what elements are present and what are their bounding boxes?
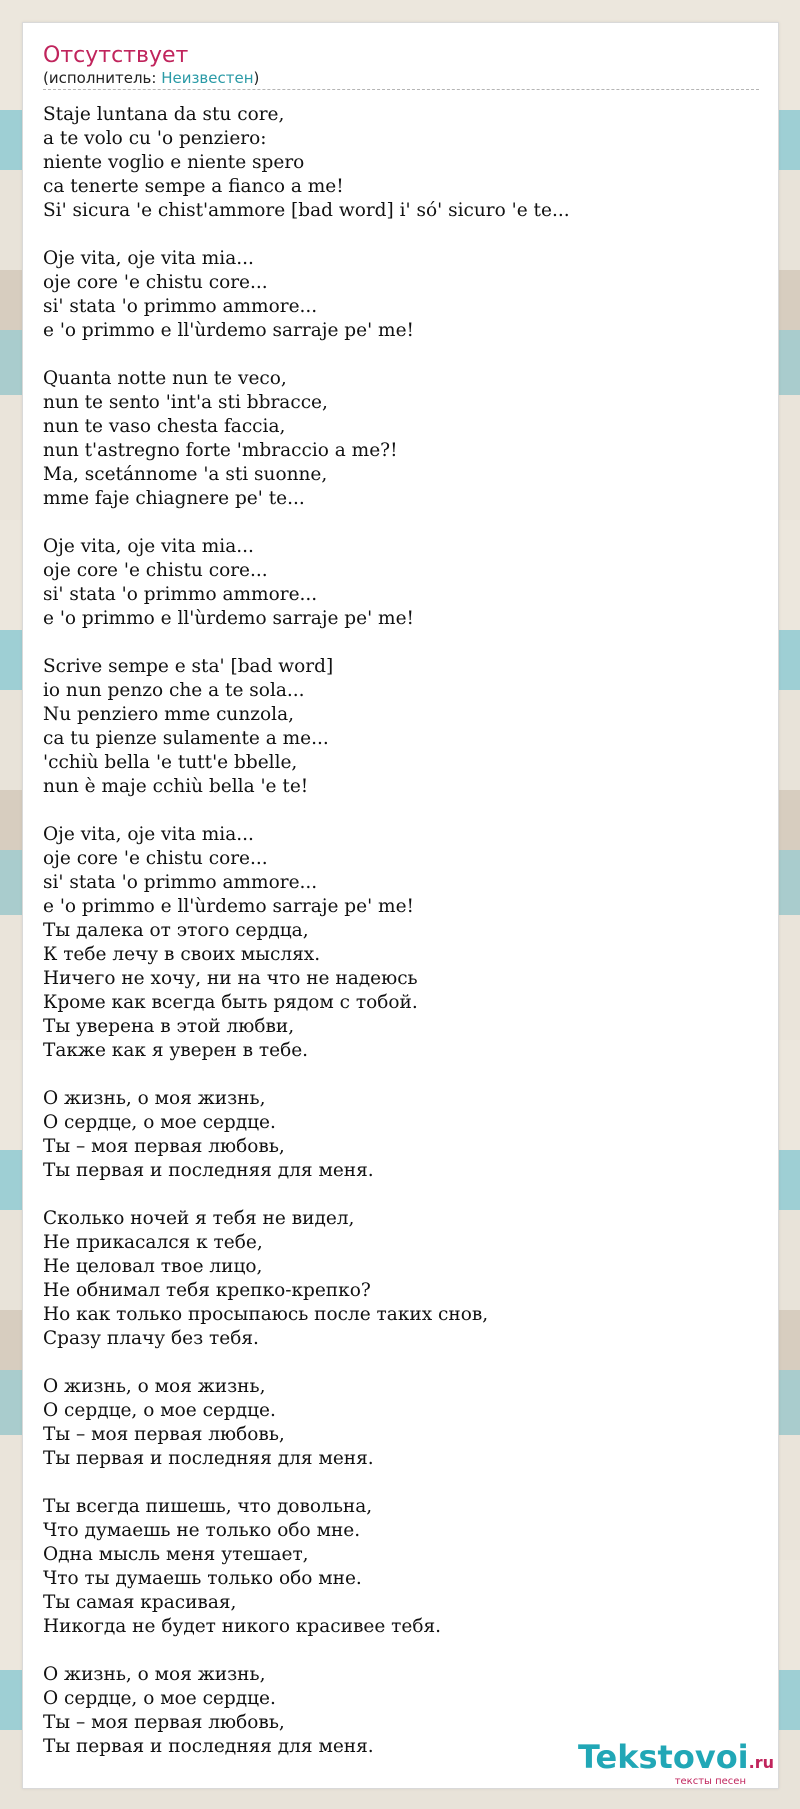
lyric-line: Ты – моя первая любовь,	[43, 1136, 285, 1157]
lyric-line: ca tenerte sempe a fianco a me!	[43, 176, 344, 197]
stanza-gap	[43, 799, 759, 823]
artist-prefix: (исполнитель:	[43, 69, 162, 87]
lyric-line: si' stata 'o primmo ammore...	[43, 296, 318, 317]
lyric-line: io nun penzo che a te sola...	[43, 680, 305, 701]
lyric-line: Сколько ночей я тебя не видел,	[43, 1208, 355, 1229]
lyric-line: nun è maje cchiù bella 'e te!	[43, 776, 309, 797]
lyric-line: nun te sento 'int'a sti bbracce,	[43, 392, 328, 413]
lyric-line: Не целовал твое лицо,	[43, 1256, 263, 1277]
lyric-line: О жизнь, о моя жизнь,	[43, 1376, 266, 1397]
lyric-line: Но как только просыпаюсь после таких снов,	[43, 1304, 489, 1325]
artist-line	[43, 69, 759, 87]
site-logo[interactable]	[578, 1740, 774, 1788]
lyric-line: Ты самая красивая,	[43, 1592, 237, 1613]
song-header	[43, 43, 759, 90]
lyric-line: О сердце, о мое сердце.	[43, 1688, 276, 1709]
lyric-line: Oje vita, oje vita mia...	[43, 248, 254, 269]
lyric-line: О жизнь, о моя жизнь,	[43, 1088, 266, 1109]
stanza-gap	[43, 1639, 759, 1663]
stanza-gap	[43, 1471, 759, 1495]
lyric-line: Ты первая и последняя для меня.	[43, 1160, 374, 1181]
lyric-line: e 'o primmo e ll'ùrdemo sarraje pe' me!	[43, 608, 414, 629]
lyric-line: si' stata 'o primmo ammore...	[43, 872, 318, 893]
lyrics-text	[43, 103, 759, 1759]
lyric-line: mme faje chiagnere pe' te...	[43, 488, 305, 509]
stanza-gap	[43, 511, 759, 535]
logo-tagline: тексты песен	[674, 1776, 746, 1787]
artist-suffix: )	[253, 69, 260, 87]
lyric-line: Ты первая и последняя для меня.	[43, 1448, 374, 1469]
lyric-line: nun te vaso chesta faccia,	[43, 416, 286, 437]
lyric-line: niente voglio e niente spero	[43, 152, 305, 173]
logo-tld: .ru	[748, 1753, 774, 1772]
lyric-line: О жизнь, о моя жизнь,	[43, 1664, 266, 1685]
lyric-line: К тебе лечу в своих мыслях.	[43, 944, 321, 965]
lyric-line: Что ты думаешь только обо мне.	[43, 1568, 362, 1589]
song-title: Отсутствует	[43, 43, 189, 68]
stanza-gap	[43, 631, 759, 655]
lyric-line: Scrive sempe e sta' [bad word]	[43, 656, 334, 677]
artist-link[interactable]: Неизвестен	[161, 69, 254, 87]
lyric-line: Quanta notte nun te veco,	[43, 368, 287, 389]
lyric-line: Ты – моя первая любовь,	[43, 1424, 285, 1445]
lyric-line: oje core 'e chistu core...	[43, 848, 268, 869]
lyric-line: Что думаешь не только обо мне.	[43, 1520, 361, 1541]
lyric-line: 'cchiù bella 'e tutt'e bbelle,	[43, 752, 298, 773]
lyric-line: Ничего не хочу, ни на что не надеюсь	[43, 968, 418, 989]
lyric-line: Сразу плачу без тебя.	[43, 1328, 259, 1349]
lyric-line: Также как я уверен в тебе.	[43, 1040, 309, 1061]
stanza-gap	[43, 343, 759, 367]
lyric-line: nun t'astregno forte 'mbraccio a me?!	[43, 440, 398, 461]
lyric-line: oje core 'e chistu core...	[43, 560, 268, 581]
lyric-line: Staje luntana da stu core,	[43, 104, 285, 125]
stanza-gap	[43, 1351, 759, 1375]
lyric-line: e 'o primmo e ll'ùrdemo sarraje pe' me!	[43, 896, 414, 917]
lyric-line: oje core 'e chistu core...	[43, 272, 268, 293]
lyrics-card	[22, 22, 779, 1789]
lyric-line: Si' sicura 'e chist'ammore [bad word] i' só' sicuro 'e te...	[43, 200, 570, 221]
stanza-gap	[43, 1183, 759, 1207]
lyric-line: Одна мысль меня утешает,	[43, 1544, 309, 1565]
lyric-line: a te volo cu 'o penziero:	[43, 128, 267, 149]
lyric-line: О сердце, о мое сердце.	[43, 1112, 276, 1133]
lyric-line: ca tu pienze sulamente a me...	[43, 728, 329, 749]
lyric-line: si' stata 'o primmo ammore...	[43, 584, 318, 605]
lyric-line: Oje vita, oje vita mia...	[43, 536, 254, 557]
lyric-line: Ты всегда пишешь, что довольна,	[43, 1496, 373, 1517]
lyric-line: Ты – моя первая любовь,	[43, 1712, 285, 1733]
lyric-line: Не обнимал тебя крепко-крепко?	[43, 1280, 371, 1301]
stanza-gap	[43, 1063, 759, 1087]
lyric-line: Ma, scetánnome 'a sti suonne,	[43, 464, 328, 485]
logo-wordmark	[578, 1740, 774, 1780]
lyric-line: e 'o primmo e ll'ùrdemo sarraje pe' me!	[43, 320, 414, 341]
stanza-gap	[43, 223, 759, 247]
lyric-line: Никогда не будет никого красивее тебя.	[43, 1616, 442, 1637]
lyric-line: Ты первая и последняя для меня.	[43, 1736, 374, 1757]
lyric-line: Oje vita, oje vita mia...	[43, 824, 254, 845]
lyric-line: О сердце, о мое сердце.	[43, 1400, 276, 1421]
lyric-line: Ты далека от этого сердца,	[43, 920, 309, 941]
logo-name: Tekstovoi	[577, 1738, 749, 1776]
lyric-line: Не прикасался к тебе,	[43, 1232, 263, 1253]
lyric-line: Ты уверена в этой любви,	[43, 1016, 295, 1037]
lyric-line: Nu penziero mme cunzola,	[43, 704, 294, 725]
lyric-line: Кроме как всегда быть рядом с тобой.	[43, 992, 418, 1013]
